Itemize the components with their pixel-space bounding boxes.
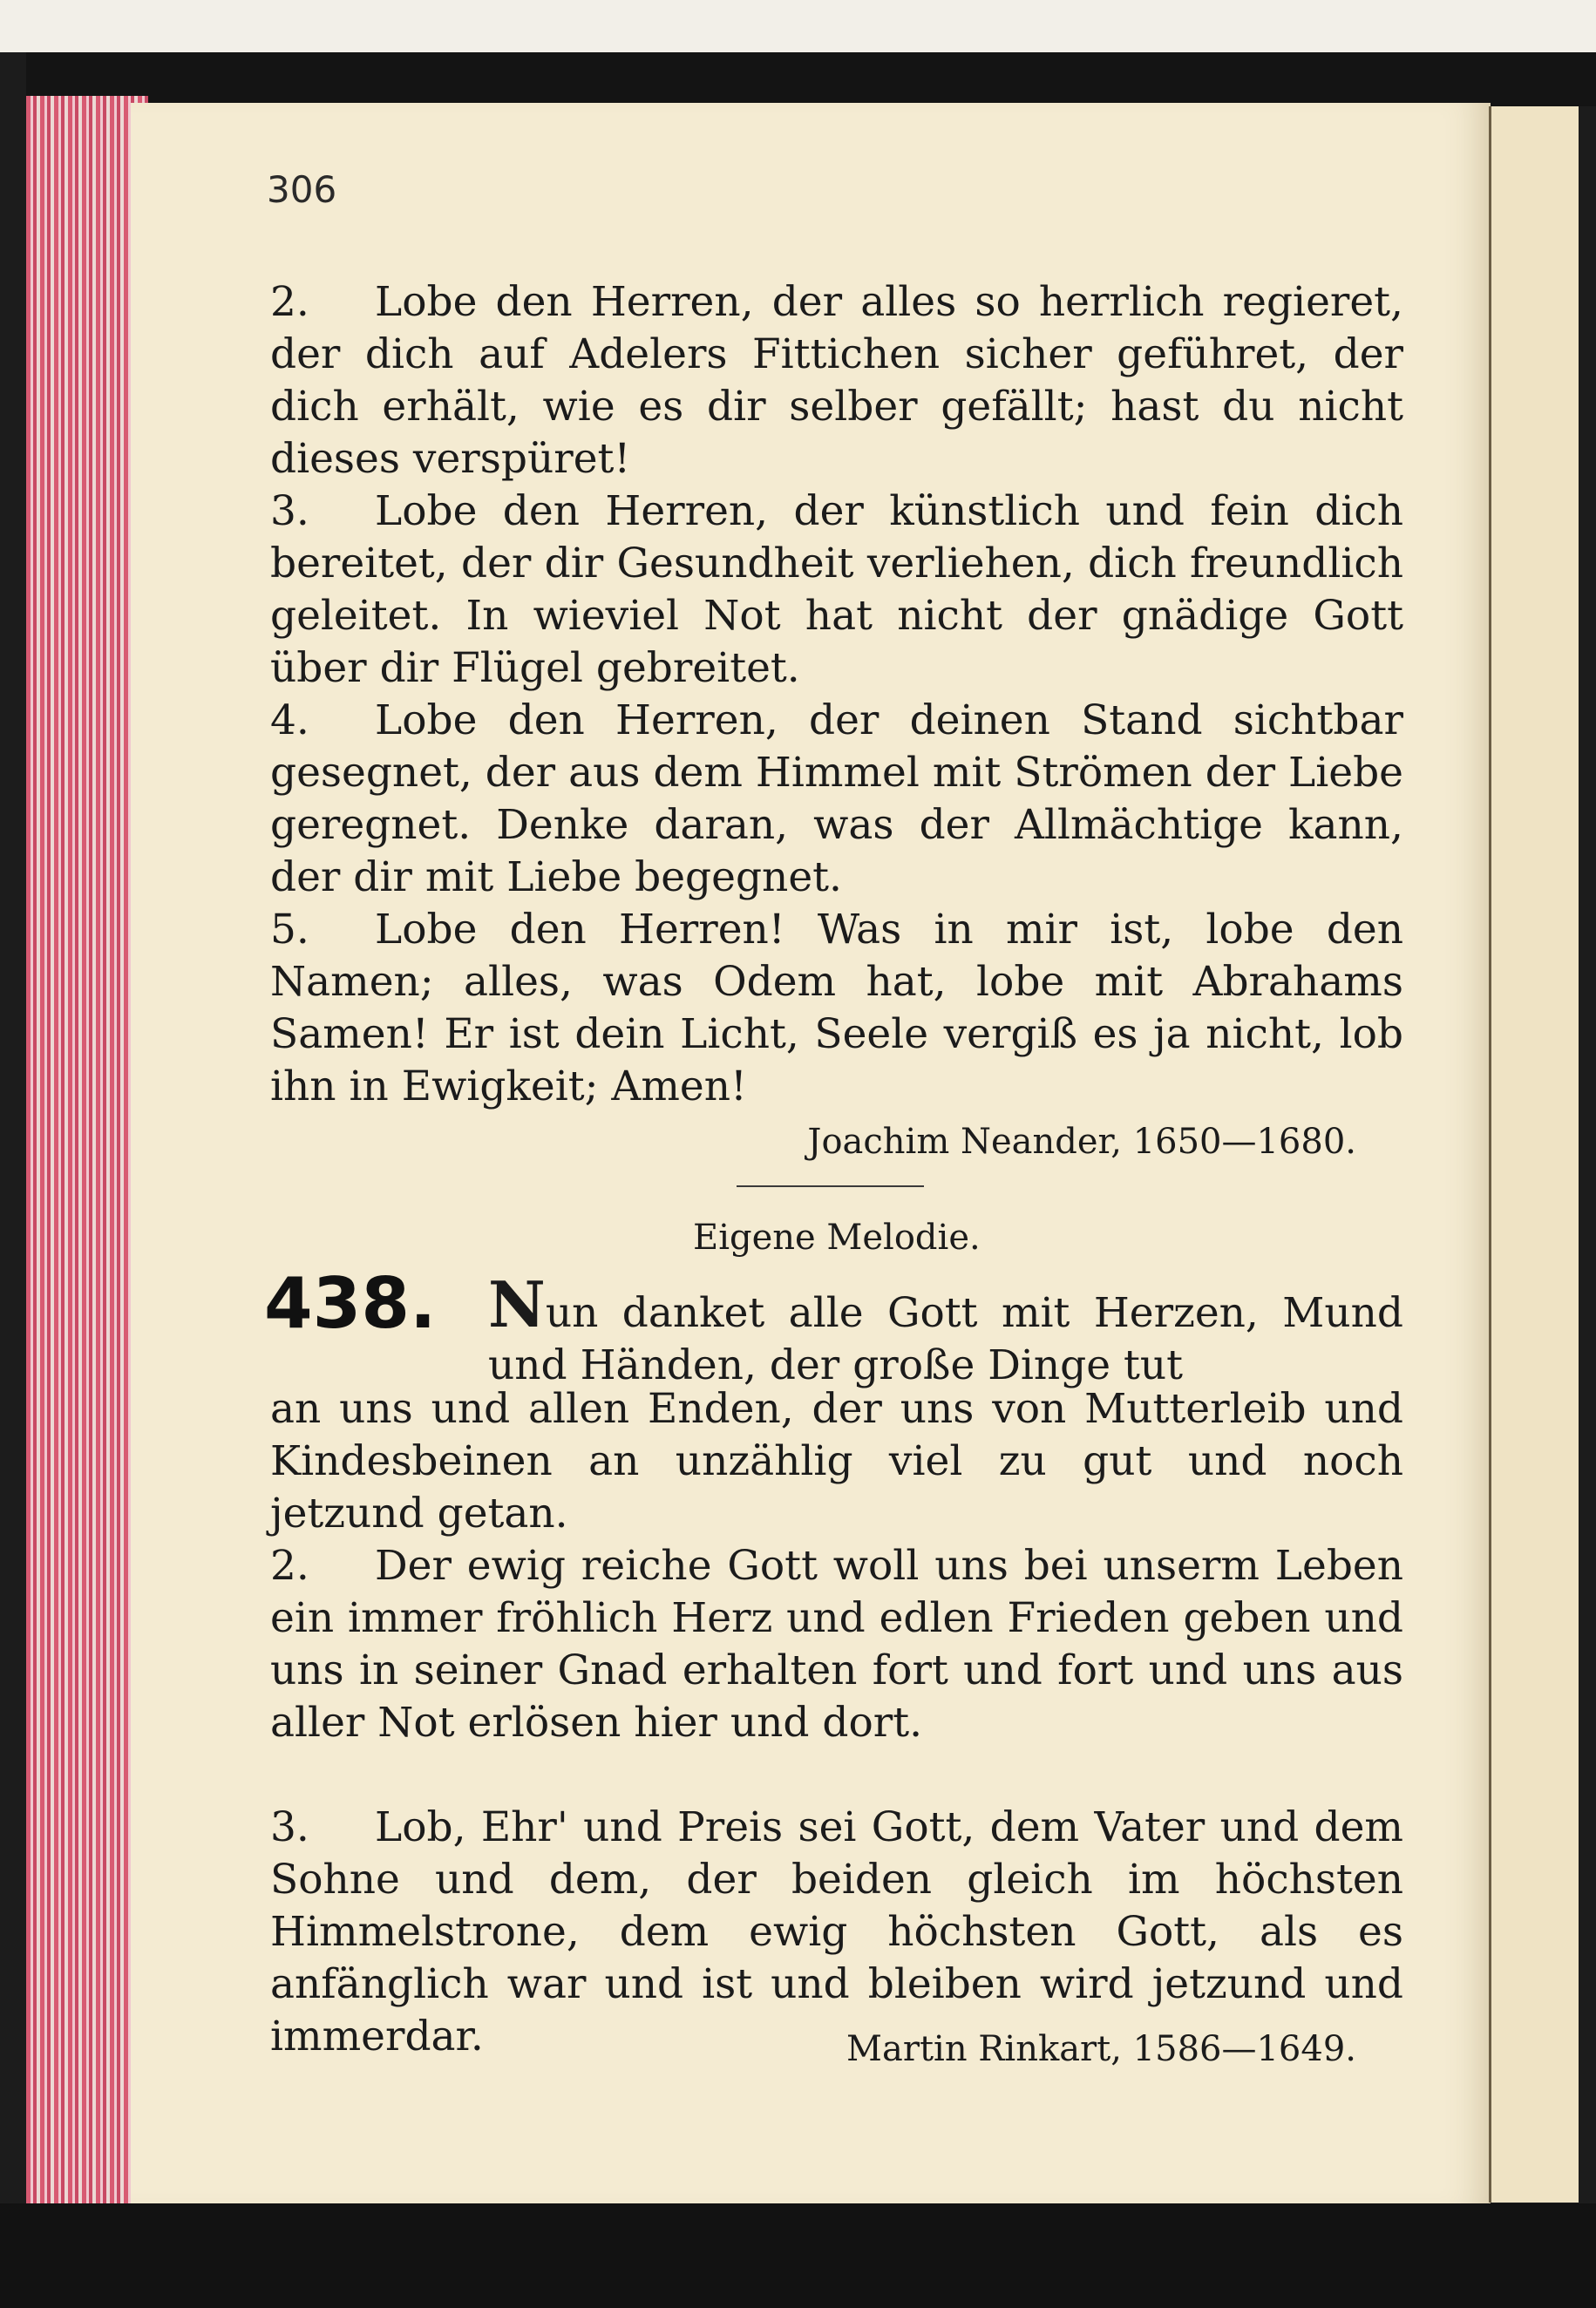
stanza-number: 2. (270, 1542, 309, 1590)
stanza-text: Lob, Ehr' und Preis sei Gott, dem Vater und dem Sohne und dem, der beiden gleich im höchsten Himmelstrone, dem ewig höchsten Gott, als es anfänglich war und ist und bleiben wird jetzund und immerdar. (270, 1803, 1403, 2060)
book-cover-top (26, 52, 1596, 106)
stanza-number: 2. (270, 278, 309, 326)
stanza-text: Lobe den Herren, der künstlich und fein dich bereitet, der dir Gesundheit verliehen, dich freundlich geleitet. In wieviel Not hat nicht der gnädige Gott über dir Flügel gebreitet. (270, 487, 1403, 692)
stanza-number: 5. (270, 906, 309, 954)
stanza-text: Der ewig reiche Gott woll uns bei unserm Leben ein immer fröhlich Herz und edlen Frieden geben und uns in seiner Gnad erhalten fort und fort und uns aus aller Not erlösen hier und dort. (270, 1542, 1403, 1747)
stanza-number: 3. (270, 1803, 309, 1851)
hymn-first-text: un danket alle Gott mit Herzen, Mund und Händen, der große Dinge tut (488, 1289, 1403, 1389)
red-page-edges (26, 96, 148, 2214)
hymn-stanza-2 (270, 1540, 1403, 1749)
hymn-number: 438. (264, 1263, 437, 1344)
facing-page-edge (1489, 106, 1579, 2203)
stanza-4 (270, 695, 1403, 904)
page-number: 306 (267, 168, 337, 211)
hymn-stanza-3 (270, 1802, 1403, 2063)
hymn-first-lines (488, 1267, 1403, 1392)
stanza-number: 3. (270, 487, 309, 535)
stanza-number: 4. (270, 696, 309, 744)
divider-line (737, 1185, 924, 1187)
scan-background (0, 0, 1596, 52)
book-cover-bottom (0, 2203, 1596, 2308)
hymn-first-stanza-rest: an uns und allen Enden, der uns von Mutterleib und Kindesbeinen an unzählig viel zu gut und noch jetzund getan. (270, 1385, 1403, 1538)
stanza-2 (270, 276, 1403, 485)
stanza-text: Lobe den Herren, der deinen Stand sichtbar gesegnet, der aus dem Himmel mit Strömen der Liebe geregnet. Denke daran, was der Allmächtige kann, der dir mit Liebe begegnet. (270, 696, 1403, 901)
drop-initial: N (488, 1267, 546, 1341)
stanza-text: Lobe den Herren, der alles so herrlich regieret, der dich auf Adelers Fittichen sicher geführet, der dich erhält, wie es dir selber gefällt; hast du nicht dieses verspüret! (270, 278, 1403, 483)
stanza-text: Lobe den Herren! Was in mir ist, lobe den Namen; alles, was Odem hat, lobe mit Abrahams Samen! Er ist dein Licht, Seele vergiß es ja nicht, lob ihn in Ewigkeit; Amen! (270, 906, 1403, 1110)
melody-note: Eigene Melodie. (693, 1218, 981, 1258)
author-credit-438: Martin Rinkart, 1586—1649. (846, 2029, 1356, 2069)
author-credit: Joachim Neander, 1650—1680. (807, 1122, 1356, 1162)
stanza-5 (270, 904, 1403, 1113)
stanza-3 (270, 485, 1403, 695)
